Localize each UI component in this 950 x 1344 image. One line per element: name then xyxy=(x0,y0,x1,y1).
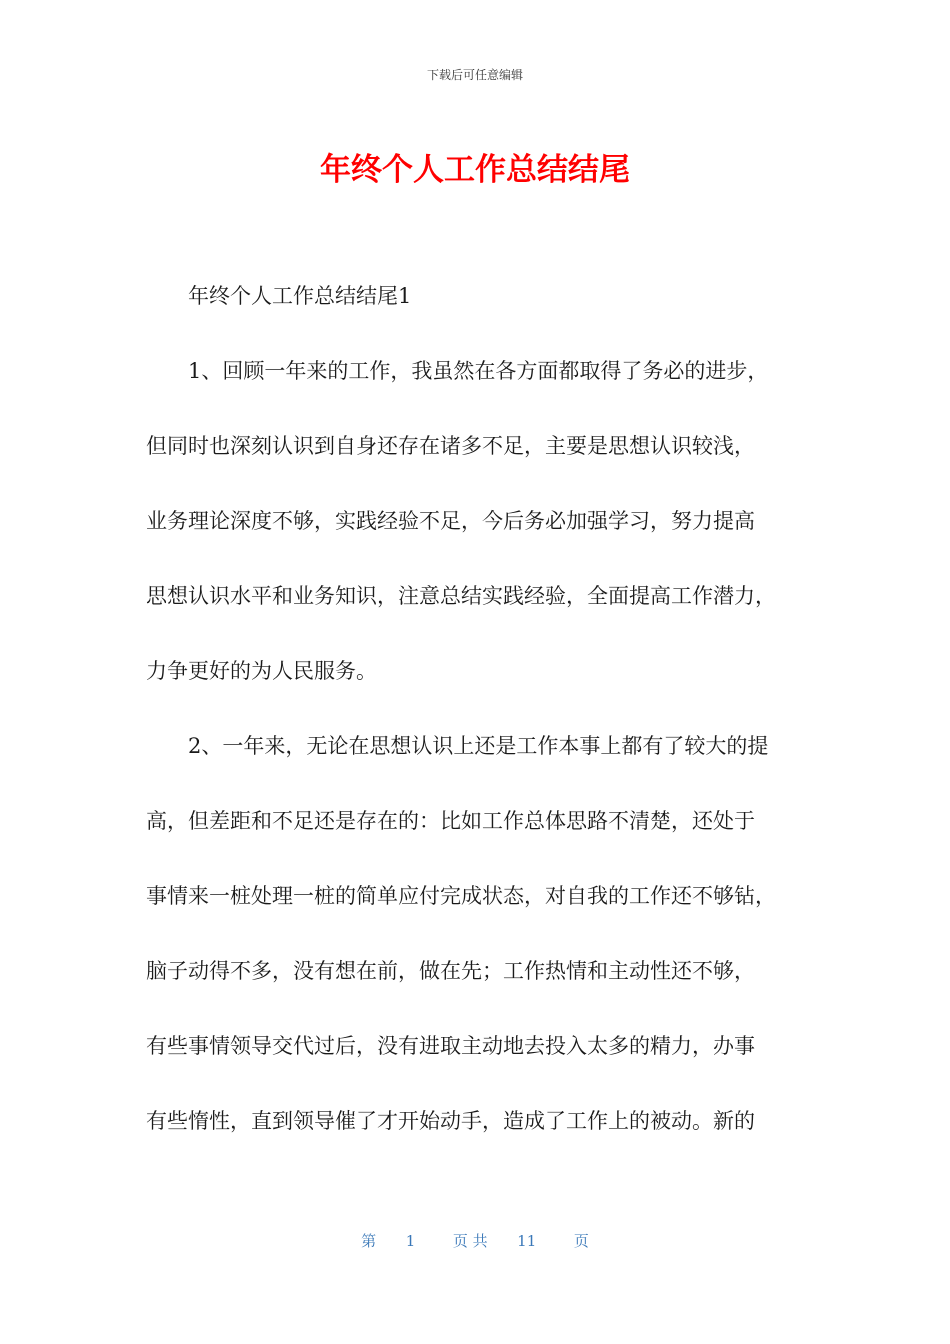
body-line: 力争更好的为人民服务。 xyxy=(146,659,377,683)
body-line: 1、回顾一年来的工作，我虽然在各方面都取得了务必的进步， xyxy=(188,359,769,383)
body-line: 思想认识水平和业务知识，注意总结实践经验，全面提高工作潜力， xyxy=(146,584,776,608)
section-heading: 年终个人工作总结结尾1 xyxy=(188,284,412,308)
footer-prefix: 第 xyxy=(361,1232,377,1250)
body-line: 有些事情领导交代过后，没有进取主动地去投入太多的精力，办事 xyxy=(146,1034,755,1058)
footer-current-page: 1 xyxy=(405,1232,416,1250)
body-line: 脑子动得不多，没有想在前，做在先；工作热情和主动性还不够， xyxy=(146,959,755,983)
page-footer xyxy=(0,1230,950,1251)
footer-total-pages: 11 xyxy=(517,1232,537,1250)
document-title: 年终个人工作总结结尾 xyxy=(320,152,630,188)
body-line: 业务理论深度不够，实践经验不足，今后务必加强学习，努力提高 xyxy=(146,509,755,533)
body-line: 有些惰性，直到领导催了才开始动手，造成了工作上的被动。新的 xyxy=(146,1109,755,1133)
page-header-note: 下载后可任意编辑 xyxy=(426,68,523,82)
footer-suffix: 页 xyxy=(573,1232,589,1250)
body-line: 事情来一桩处理一桩的简单应付完成状态，对自我的工作还不够钻， xyxy=(146,884,776,908)
body-line: 2、一年来，无论在思想认识上还是工作本事上都有了较大的提 xyxy=(188,734,769,758)
footer-middle: 页 共 xyxy=(452,1232,488,1250)
document-body xyxy=(146,278,806,1178)
body-line: 但同时也深刻认识到自身还存在诸多不足，主要是思想认识较浅， xyxy=(146,434,755,458)
body-line: 高，但差距和不足还是存在的：比如工作总体思路不清楚，还处于 xyxy=(146,809,755,833)
